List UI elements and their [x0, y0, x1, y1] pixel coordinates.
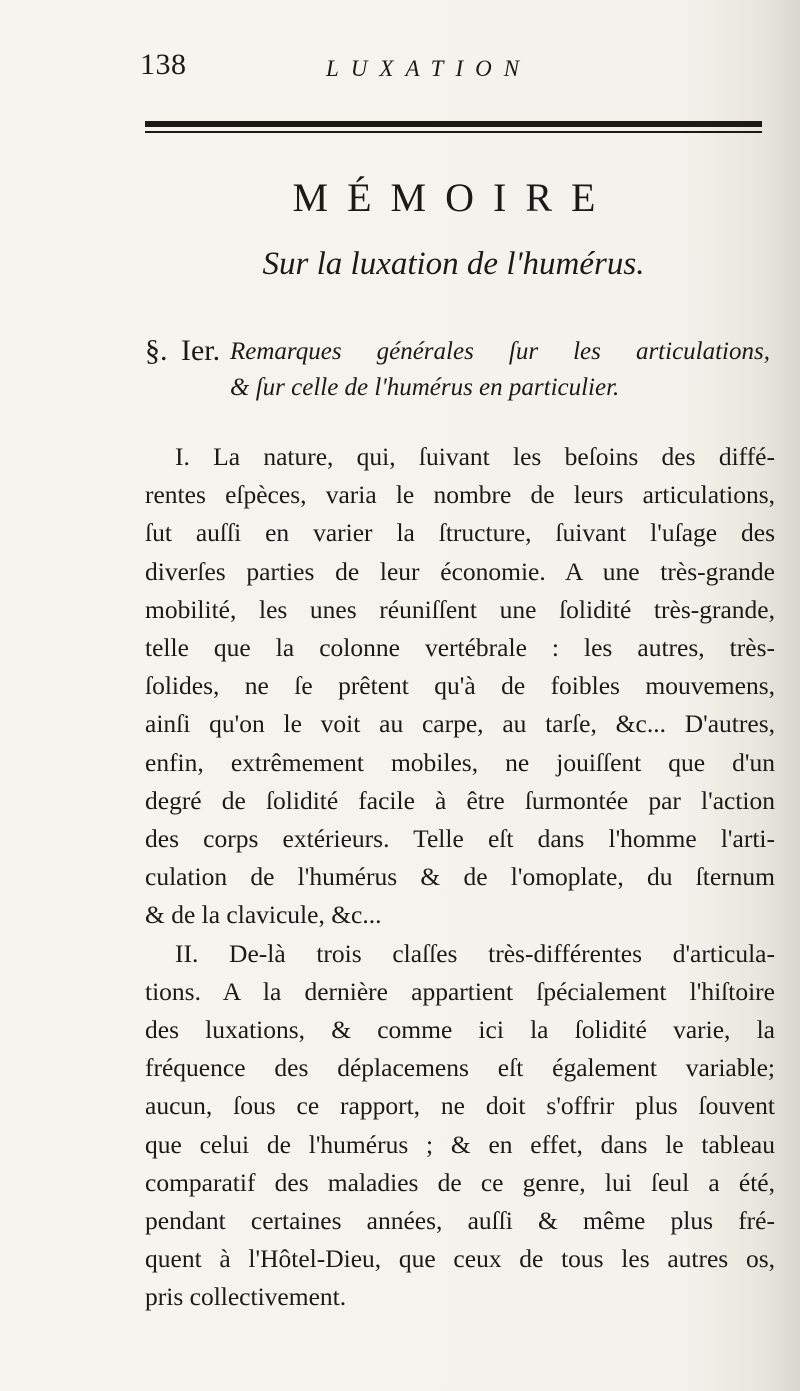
running-header: [140, 48, 765, 92]
text-line: pris collectivement.: [145, 1282, 347, 1312]
header-rule-thick: [145, 121, 762, 127]
text-line: mobilité, les unes réuniſſent une ſolidité très-grande,: [145, 594, 775, 624]
section-heading-line: Remarques générales ſur les articulations,: [230, 338, 770, 365]
text-line: degré de ſolidité facile à être ſurmontée par l'action: [145, 785, 775, 815]
section-number: Ier.: [181, 334, 221, 367]
header-rule-thin: [145, 131, 762, 133]
text-line: diverſes parties de leur économie. A une très-grande: [145, 556, 775, 586]
text-line: telle que la colonne vertébrale : les autres, très-: [145, 633, 775, 662]
text-line: tions. A la dernière appartient ſpécialement l'hiſtoire: [145, 976, 775, 1006]
text-line: que celui de l'humérus ; & en effet, dans le tableau: [145, 1129, 775, 1159]
section-mark: §.: [145, 334, 168, 367]
text-line: fréquence des déplacemens eſt également variable;: [145, 1053, 775, 1083]
text-line: pendant certaines années, auſſi & même plus fré-: [145, 1206, 775, 1235]
section-heading-line: & ſur celle de l'humérus en particulier.: [230, 374, 620, 401]
memoir-title: MÉMOIRE: [292, 175, 615, 220]
text-line: aucun, ſous ce rapport, ne doit s'offrir plus ſouvent: [145, 1091, 775, 1121]
text-line: des corps extérieurs. Telle eſt dans l'homme l'arti-: [145, 824, 775, 853]
text-line: ainſi qu'on le voit au carpe, au tarſe, &c... D'autres,: [145, 709, 775, 739]
page-number: 138: [140, 48, 187, 81]
text-line: quent à l'Hôtel-Dieu, que ceux de tous les autres os,: [145, 1244, 775, 1274]
text-line: ſolides, ne ſe prêtent qu'à de foibles mouvemens,: [145, 671, 775, 701]
text-line: comparatif des maladies de ce genre, lui ſeul a été,: [145, 1167, 775, 1197]
running-title: LUXATION: [326, 56, 532, 81]
text-line: rentes eſpèces, varia le nombre de leurs articulations,: [145, 480, 775, 510]
text-line: II. De-là trois claſſes très-différentes d'articula-: [175, 938, 775, 968]
text-line: ſut auſſi en varier la ſtructure, ſuivant l'uſage des: [145, 518, 775, 548]
text-line: & de la clavicule, &c...: [145, 900, 382, 930]
memoir-subtitle: Sur la luxation de l'humérus.: [262, 246, 645, 282]
text-line: enfin, extrêmement mobiles, ne jouiſſent que d'un: [145, 747, 775, 777]
text-line: culation de l'humérus & de l'omoplate, du ſternum: [145, 862, 775, 892]
text-line: des luxations, & comme ici la ſolidité varie, la: [145, 1015, 775, 1044]
text-line: I. La nature, qui, ſuivant les beſoins des diffé-: [175, 442, 775, 471]
